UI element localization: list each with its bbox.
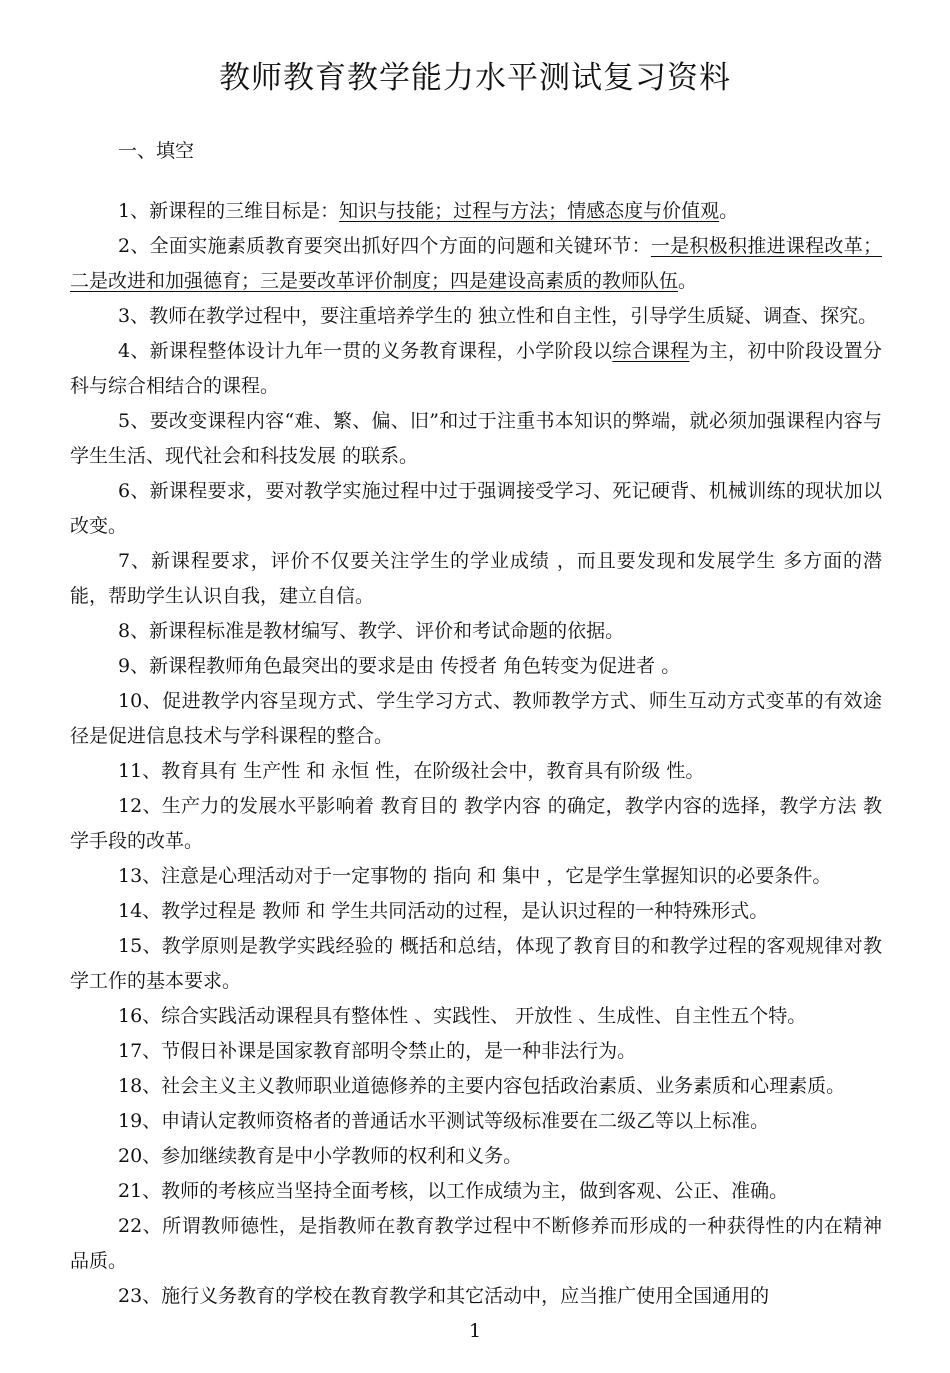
question-item: 4、新课程整体设计九年一贯的义务教育课程，小学阶段以综合课程为主，初中阶段设置分科与综合相结合的课程。 [70, 340, 882, 397]
question-item: 1、新课程的三维目标是：知识与技能；过程与方法；情感态度与价值观。 [118, 200, 739, 222]
question-item: 6、新课程要求，要对教学实施过程中过于强调接受学习、死记硬背、机械训练的现状加以改变。 [70, 480, 882, 537]
question-item: 19、申请认定教师资格者的普通话水平测试等级标准要在二级乙等以上标准。 [118, 1110, 770, 1132]
question-item: 17、节假日补课是国家教育部明令禁止的，是一种非法行为。 [118, 1040, 637, 1062]
question-item: 10、促进教学内容呈现方式、学生学习方式、教师教学方式、师生互动方式变革的有效途径是促进信息技术与学科课程的整合。 [70, 690, 882, 747]
question-item: 3、教师在教学过程中，要注重培养学生的 独立性和自主性，引导学生质疑、调查、探究。 [118, 305, 878, 327]
question-item: 13、注意是心理活动对于一定事物的 指向 和 集中 ，它是学生掌握知识的必要条件。 [118, 865, 832, 887]
question-item: 18、社会主义主义教师职业道德修养的主要内容包括政治素质、业务素质和心理素质。 [118, 1075, 846, 1097]
question-list [70, 194, 882, 1314]
page-number: 1 [468, 1320, 482, 1342]
question-item: 7、新课程要求，评价不仅要关注学生的学业成绩 ，而且要发现和发展学生 多方面的潜能，帮助学生认识自我，建立自信。 [70, 550, 882, 607]
question-item: 21、教师的考核应当坚持全面考核，以工作成绩为主，做到客观、公正、准确。 [118, 1180, 789, 1202]
question-item: 8、新课程标准是教材编写、教学、评价和考试命题的依据。 [118, 620, 625, 642]
question-item: 2、全面实施素质教育要突出抓好四个方面的问题和关键环节：一是积极积推进课程改革；二是改进和加强德育；三是要改革评价制度；四是建设高素质的教师队伍。 [70, 235, 882, 292]
question-item: 14、教学过程是 教师 和 学生共同活动的过程，是认识过程的一种特殊形式。 [118, 900, 769, 922]
question-item: 15、教学原则是教学实践经验的 概括和总结，体现了教育目的和教学过程的客观规律对教学工作的基本要求。 [70, 935, 882, 992]
question-item: 16、综合实践活动课程具有整体性 、实践性、 开放性 、生成性、自主性五个特。 [118, 1005, 807, 1027]
question-item: 22、所谓教师德性，是指教师在教育教学过程中不断修养而形成的一种获得性的内在精神品质。 [70, 1215, 882, 1272]
section-heading: 一、填空 [118, 140, 195, 162]
question-item: 12、生产力的发展水平影响着 教育目的 教学内容 的确定，教学内容的选择，教学方法 教学手段的改革。 [70, 795, 882, 852]
document-title: 教师教育教学能力水平测试复习资料 [219, 60, 731, 96]
question-item: 9、新课程教师角色最突出的要求是由 传授者 角色转变为促进者 。 [118, 655, 681, 677]
question-item: 11、教育具有 生产性 和 永恒 性，在阶级社会中，教育具有阶级 性。 [118, 760, 705, 782]
question-item: 23、施行义务教育的学校在教育教学和其它活动中，应当推广使用全国通用的 [118, 1285, 770, 1307]
question-item: 20、参加继续教育是中小学教师的权利和义务。 [118, 1145, 523, 1167]
question-item: 5、要改变课程内容“难、繁、偏、旧”和过于注重书本知识的弊端，就必须加强课程内容与 学生生活、现代社会和科技发展 的联系。 [70, 410, 882, 467]
